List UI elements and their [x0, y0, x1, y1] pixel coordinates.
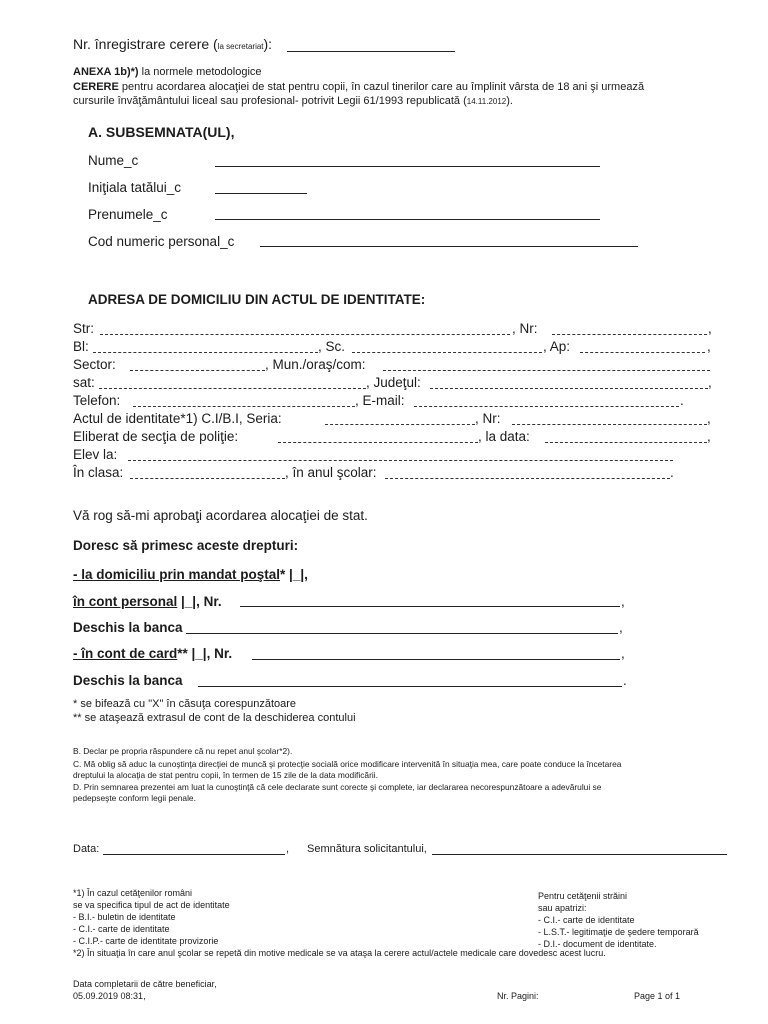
option-personal-checkbox[interactable]: |_|, Nr.: [177, 594, 222, 609]
signature-label: Semnătura solicitantului,: [307, 843, 427, 855]
declaration-d1: D. Prin semnarea prezentei am luat la cunoştinţă că cele declarate sunt corecte şi complete, iar declararea necorespunzătoare a adevărului se: [73, 782, 602, 792]
addr-an-label: , în anul şcolar:: [285, 465, 377, 480]
footnote-2: *2) În situaţia în care anul şcolar se repetă din motive medicale se va ataşa la cerere actul/actele medicale care dovedesc acest lucru.: [73, 948, 606, 958]
addr-eliberat-label: Eliberat de secţia de poliţie:: [73, 429, 239, 444]
choose-text: Doresc să primesc aceste drepturi:: [73, 538, 299, 553]
addr-elev-label: Elev la:: [73, 447, 118, 462]
field-label-nume: Nume_c: [88, 153, 139, 168]
pages-label: Nr. Pagini:: [497, 991, 539, 1001]
addr-nr-field[interactable]: [552, 334, 707, 335]
page-number: Page 1 of 1: [634, 991, 681, 1001]
completed-datetime: 05.09.2019 08:31,: [73, 991, 146, 1001]
addr-clasa-label: În clasa:: [73, 465, 124, 480]
option-card[interactable]: [73, 646, 232, 661]
addr-row1-end: ,: [707, 339, 711, 354]
addr-eliberat-field[interactable]: [278, 442, 478, 443]
date-label: Data:: [73, 843, 100, 855]
addr-sat-label: sat:: [73, 375, 95, 390]
comma-2: ,: [619, 620, 623, 635]
addr-email-field[interactable]: [414, 406, 679, 407]
anexa-bold: ANEXA 1b)*): [73, 66, 139, 78]
comma-3: ,: [621, 646, 625, 661]
completed-label: Data completarii de către beneficiar,: [73, 979, 217, 989]
addr-telefon-label: Telefon:: [73, 393, 121, 408]
addr-telefon-field[interactable]: [133, 406, 355, 407]
registration-number-label: [73, 36, 272, 52]
addr-ap-label: , Ap:: [543, 339, 571, 354]
addr-judet-field[interactable]: [430, 388, 708, 389]
addr-email-label: , E-mail:: [355, 393, 405, 408]
footnote-right-2: - C.I.- carte de identitate: [538, 915, 635, 926]
addr-nr-label: , Nr:: [512, 321, 538, 336]
approve-text: Vă rog să-mi aprobaţi acordarea alocaţiei de stat.: [73, 508, 368, 523]
addr-mun-label: , Mun./oraş/com:: [265, 357, 366, 372]
addr-row0-end: ,: [708, 321, 712, 336]
addr-sector-label: Sector:: [73, 357, 116, 372]
footnote-left-1: se va specifica tipul de act de identitate: [73, 900, 230, 911]
comma-date: ,: [286, 843, 290, 855]
address-title: ADRESA DE DOMICILIU DIN ACTUL DE IDENTITATE:: [88, 292, 426, 307]
option-card-label: - în cont de card: [73, 646, 178, 661]
note-checkbox: * se bifează cu "X" în căsuţa corespunzătoare: [73, 698, 297, 710]
addr-bl-label: Bl:: [73, 339, 89, 354]
nume-field[interactable]: [215, 166, 600, 167]
addr-an-field[interactable]: [385, 478, 670, 479]
addr-clasa-field[interactable]: [130, 478, 285, 479]
period-1: .: [623, 673, 627, 688]
cerere-line-2: [73, 95, 513, 107]
bank2-field[interactable]: [198, 686, 622, 687]
addr-str-field[interactable]: [100, 334, 510, 335]
footnote-left-2: - B.I.- buletin de identitate: [73, 912, 176, 923]
prenume-field[interactable]: [215, 219, 600, 220]
anexa-rest: la normele metodologice: [138, 66, 262, 78]
footnote-right-4: - D.I.- document de identitate.: [538, 939, 657, 950]
bank1-field[interactable]: [186, 633, 618, 634]
addr-row3-end: ,: [708, 375, 712, 390]
addr-act-nr-label: , Nr:: [475, 411, 501, 426]
registration-label-end: ):: [263, 36, 273, 52]
option-postal[interactable]: [73, 567, 308, 582]
declaration-d2: pedepseşte conform legii penale.: [73, 793, 196, 803]
addr-ap-field[interactable]: [580, 352, 705, 353]
option-personal[interactable]: [73, 594, 222, 609]
addr-row5-end: ,: [707, 411, 711, 426]
anexa-line: [73, 66, 262, 78]
addr-judet-label: , Judeţul:: [366, 375, 421, 390]
note-extract: ** se ataşează extrasul de cont de la deschiderea contului: [73, 712, 356, 724]
cerere-date: 14.11.2012: [466, 97, 507, 106]
addr-data-label: , la data:: [478, 429, 530, 444]
cerere-line1-text: pentru acordarea alocaţiei de stat pentru copii, în cazul tinerilor care au împlinit vârsta de 18 ani şi urmează: [118, 81, 645, 93]
option-personal-label: în cont personal: [73, 594, 178, 609]
registration-number-field[interactable]: [287, 51, 455, 52]
personal-account-field[interactable]: [240, 606, 620, 607]
cerere-end: ).: [506, 95, 513, 107]
field-label-prenume: Prenumele_c: [88, 207, 168, 222]
footnote-right-3: - L.S.T.- legitimaţie de şedere temporară: [538, 927, 699, 938]
date-field[interactable]: [103, 854, 285, 855]
addr-sc-label: , Sc.: [318, 339, 346, 354]
field-label-cnp: Cod numeric personal_c: [88, 234, 235, 249]
declaration-c1: C. Mă oblig să aduc la cunoştinţa direcţiei de muncă şi protecţie socială orice modificare intervenită în situaţia mea, care poate conduce la încetarea: [73, 759, 622, 769]
addr-row6-end: ,: [707, 429, 711, 444]
declaration-b: B. Declar pe propria răspundere că nu repet anul şcolar*2).: [73, 746, 293, 756]
cnp-field[interactable]: [260, 246, 638, 247]
option-postal-checkbox[interactable]: * |_|,: [280, 567, 308, 582]
addr-row8-end: .: [670, 465, 674, 480]
card-account-field[interactable]: [252, 659, 620, 660]
addr-seria-field[interactable]: [325, 424, 475, 425]
addr-sat-field[interactable]: [99, 388, 366, 389]
field-label-initiala: Iniţiala tatălui_c: [88, 180, 182, 195]
cerere-line-1: [73, 81, 644, 93]
cerere-bold: CERERE: [73, 81, 119, 93]
cerere-line2-text: cursurile învăţământului liceal sau profesional- potrivit Legii 61/1993 republicată (: [73, 95, 467, 107]
footnote-left: [73, 887, 230, 947]
footnote-right-1: sau apatrizi:: [538, 903, 587, 914]
declaration-c2: dreptului la alocaţia de stat pentru copii, în termen de 15 zile de la data modificării.: [73, 770, 378, 780]
option-card-checkbox[interactable]: ** |_|, Nr.: [177, 646, 233, 661]
footnote-left-0: *1) În cazul cetăţenilor români: [73, 888, 193, 898]
signature-field[interactable]: [432, 854, 727, 855]
bank1-label: Deschis la banca: [73, 620, 183, 635]
addr-act-nr-field[interactable]: [512, 424, 707, 425]
addr-act-label: Actul de identitate*1) C.I/B.I, Seria:: [73, 411, 282, 426]
addr-elev-field[interactable]: [128, 460, 673, 461]
addr-sector-field[interactable]: [130, 370, 265, 371]
addr-row4-end: .: [680, 393, 684, 408]
registration-label-text: Nr. înregistrare cerere (: [73, 36, 218, 52]
addr-bl-field[interactable]: [93, 352, 318, 353]
section-a-title: A. SUBSEMNATA(UL),: [88, 124, 235, 140]
addr-data-field[interactable]: [545, 442, 707, 443]
footnote-left-4: - C.I.P.- carte de identitate provizorie: [73, 936, 219, 947]
footnote-left-3: - C.I.- carte de identitate: [73, 924, 170, 935]
addr-str-label: Str:: [73, 321, 95, 336]
registration-sub-text: la secretariat: [217, 42, 264, 51]
addr-mun-field[interactable]: [383, 370, 710, 371]
footnote-right: [538, 890, 699, 950]
addr-sc-field[interactable]: [352, 352, 542, 353]
footnote-right-0: Pentru cetăţenii străini: [538, 891, 628, 901]
option-postal-label: - la domiciliu prin mandat poştal: [73, 567, 281, 582]
comma-1: ,: [621, 594, 625, 609]
initiala-field[interactable]: [215, 193, 307, 194]
bank2-label: Deschis la banca: [73, 673, 183, 688]
